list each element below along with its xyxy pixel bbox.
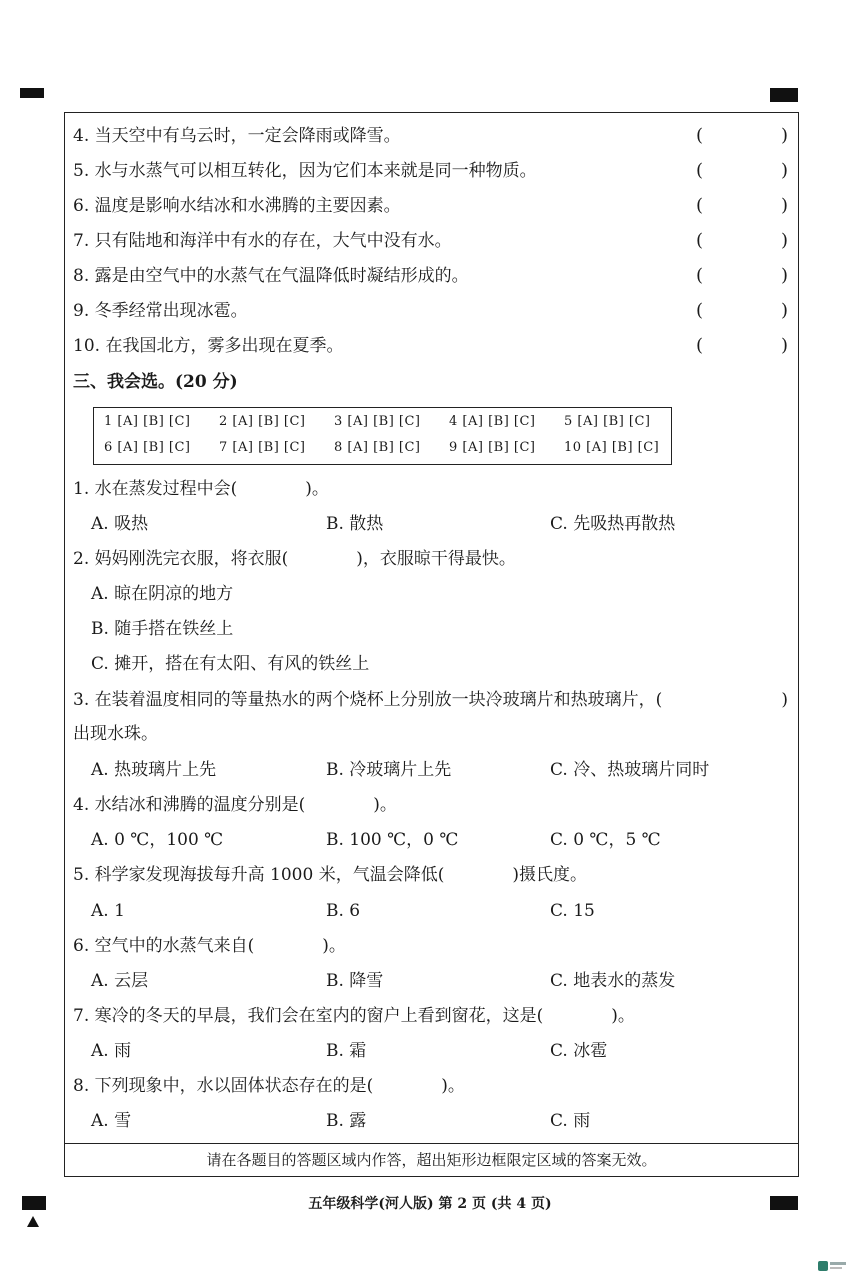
answer-area-notice: 请在各题目的答题区域内作答，超出矩形边框限定区域的答案无效。	[65, 1143, 798, 1176]
grid-row	[94, 440, 671, 455]
bubble-group[interactable]: 6 [A] [B] [C]	[104, 440, 191, 455]
page-footer: 五年级科学(河人版) 第 2 页 (共 4 页)	[308, 1196, 552, 1212]
question-bracket-close: )	[781, 690, 788, 710]
option-b: B. 冷玻璃片上先	[326, 760, 452, 780]
bubble-group[interactable]: 1 [A] [B] [C]	[104, 414, 191, 429]
question-stem: 1. 水在蒸发过程中会( )。	[73, 479, 329, 499]
option-c: C. 雨	[550, 1111, 591, 1131]
answer-bubble-grid	[93, 407, 672, 465]
option-c: C. 15	[550, 901, 595, 921]
answer-bracket[interactable]: ( )	[696, 125, 788, 146]
bubble-group[interactable]: 8 [A] [B] [C]	[334, 440, 421, 455]
question-stem: 8. 下列现象中，水以固体状态存在的是( )。	[73, 1076, 465, 1096]
judgement-item: 9. 冬季经常出现冰雹。	[73, 301, 248, 321]
option-a: A. 吸热	[91, 514, 149, 534]
answer-bracket[interactable]: ( )	[696, 160, 788, 181]
option-a: A. 晾在阴凉的地方	[91, 584, 234, 604]
option-b: B. 露	[326, 1111, 367, 1131]
option-b: B. 6	[326, 901, 361, 921]
watermark-logo-icon	[818, 1260, 846, 1272]
registration-mark-top-left	[20, 88, 44, 98]
question-stem: 3. 在装着温度相同的等量热水的两个烧杯上分别放一块冷玻璃片和热玻璃片，(	[73, 690, 663, 710]
option-b: B. 降雪	[326, 971, 384, 991]
option-a: A. 0 ℃，100 ℃	[91, 830, 224, 850]
triangle-mark-icon	[27, 1216, 39, 1227]
option-c: C. 摊开，搭在有太阳、有风的铁丝上	[91, 654, 370, 674]
bubble-group[interactable]: 9 [A] [B] [C]	[449, 440, 536, 455]
option-b: B. 随手搭在铁丝上	[91, 619, 234, 639]
answer-bracket[interactable]: ( )	[696, 230, 788, 251]
option-a: A. 雨	[91, 1041, 132, 1061]
question-stem: 6. 空气中的水蒸气来自( )。	[73, 936, 346, 956]
answer-bracket[interactable]: ( )	[696, 300, 788, 321]
question-stem: 5. 科学家发现海拔每升高 1000 米，气温会降低( )摄氏度。	[73, 865, 587, 885]
bubble-group[interactable]: 3 [A] [B] [C]	[334, 414, 421, 429]
option-a: A. 热玻璃片上先	[91, 760, 217, 780]
bubble-group[interactable]: 4 [A] [B] [C]	[449, 414, 536, 429]
question-stem-continued: 出现水珠。	[73, 724, 158, 744]
bubble-group[interactable]: 7 [A] [B] [C]	[219, 440, 306, 455]
judgement-item: 10. 在我国北方，雾多出现在夏季。	[73, 336, 344, 356]
option-a: A. 云层	[91, 971, 149, 991]
answer-bracket[interactable]: ( )	[696, 335, 788, 356]
question-stem: 4. 水结冰和沸腾的温度分别是( )。	[73, 795, 397, 815]
option-b: B. 100 ℃，0 ℃	[326, 830, 459, 850]
bubble-group[interactable]: 10 [A] [B] [C]	[564, 440, 660, 455]
option-a: A. 1	[91, 901, 125, 921]
answer-bracket[interactable]: ( )	[696, 265, 788, 286]
question-stem: 2. 妈妈刚洗完衣服，将衣服( )，衣服晾干得最快。	[73, 549, 516, 569]
option-c: C. 先吸热再散热	[550, 514, 676, 534]
option-c: C. 地表水的蒸发	[550, 971, 676, 991]
answer-bracket[interactable]: ( )	[696, 195, 788, 216]
bubble-group[interactable]: 2 [A] [B] [C]	[219, 414, 306, 429]
judgement-item: 7. 只有陆地和海洋中有水的存在，大气中没有水。	[73, 231, 452, 251]
grid-row	[94, 414, 671, 429]
option-c: C. 冰雹	[550, 1041, 608, 1061]
registration-mark-top-right	[770, 88, 798, 102]
judgement-item: 4. 当天空中有乌云时，一定会降雨或降雪。	[73, 126, 401, 146]
judgement-item: 5. 水与水蒸气可以相互转化，因为它们本来就是同一种物质。	[73, 161, 537, 181]
section-title: 三、我会选。(20 分)	[73, 372, 238, 392]
option-b: B. 散热	[326, 514, 384, 534]
judgement-item: 6. 温度是影响水结冰和水沸腾的主要因素。	[73, 196, 401, 216]
option-a: A. 雪	[91, 1111, 132, 1131]
judgement-item: 8. 露是由空气中的水蒸气在气温降低时凝结形成的。	[73, 266, 469, 286]
answer-area-frame	[64, 112, 799, 1177]
option-c: C. 0 ℃，5 ℃	[550, 830, 661, 850]
question-stem: 7. 寒冷的冬天的早晨，我们会在室内的窗户上看到窗花，这是( )。	[73, 1006, 635, 1026]
bubble-group[interactable]: 5 [A] [B] [C]	[564, 414, 651, 429]
option-b: B. 霜	[326, 1041, 367, 1061]
option-c: C. 冷、热玻璃片同时	[550, 760, 710, 780]
